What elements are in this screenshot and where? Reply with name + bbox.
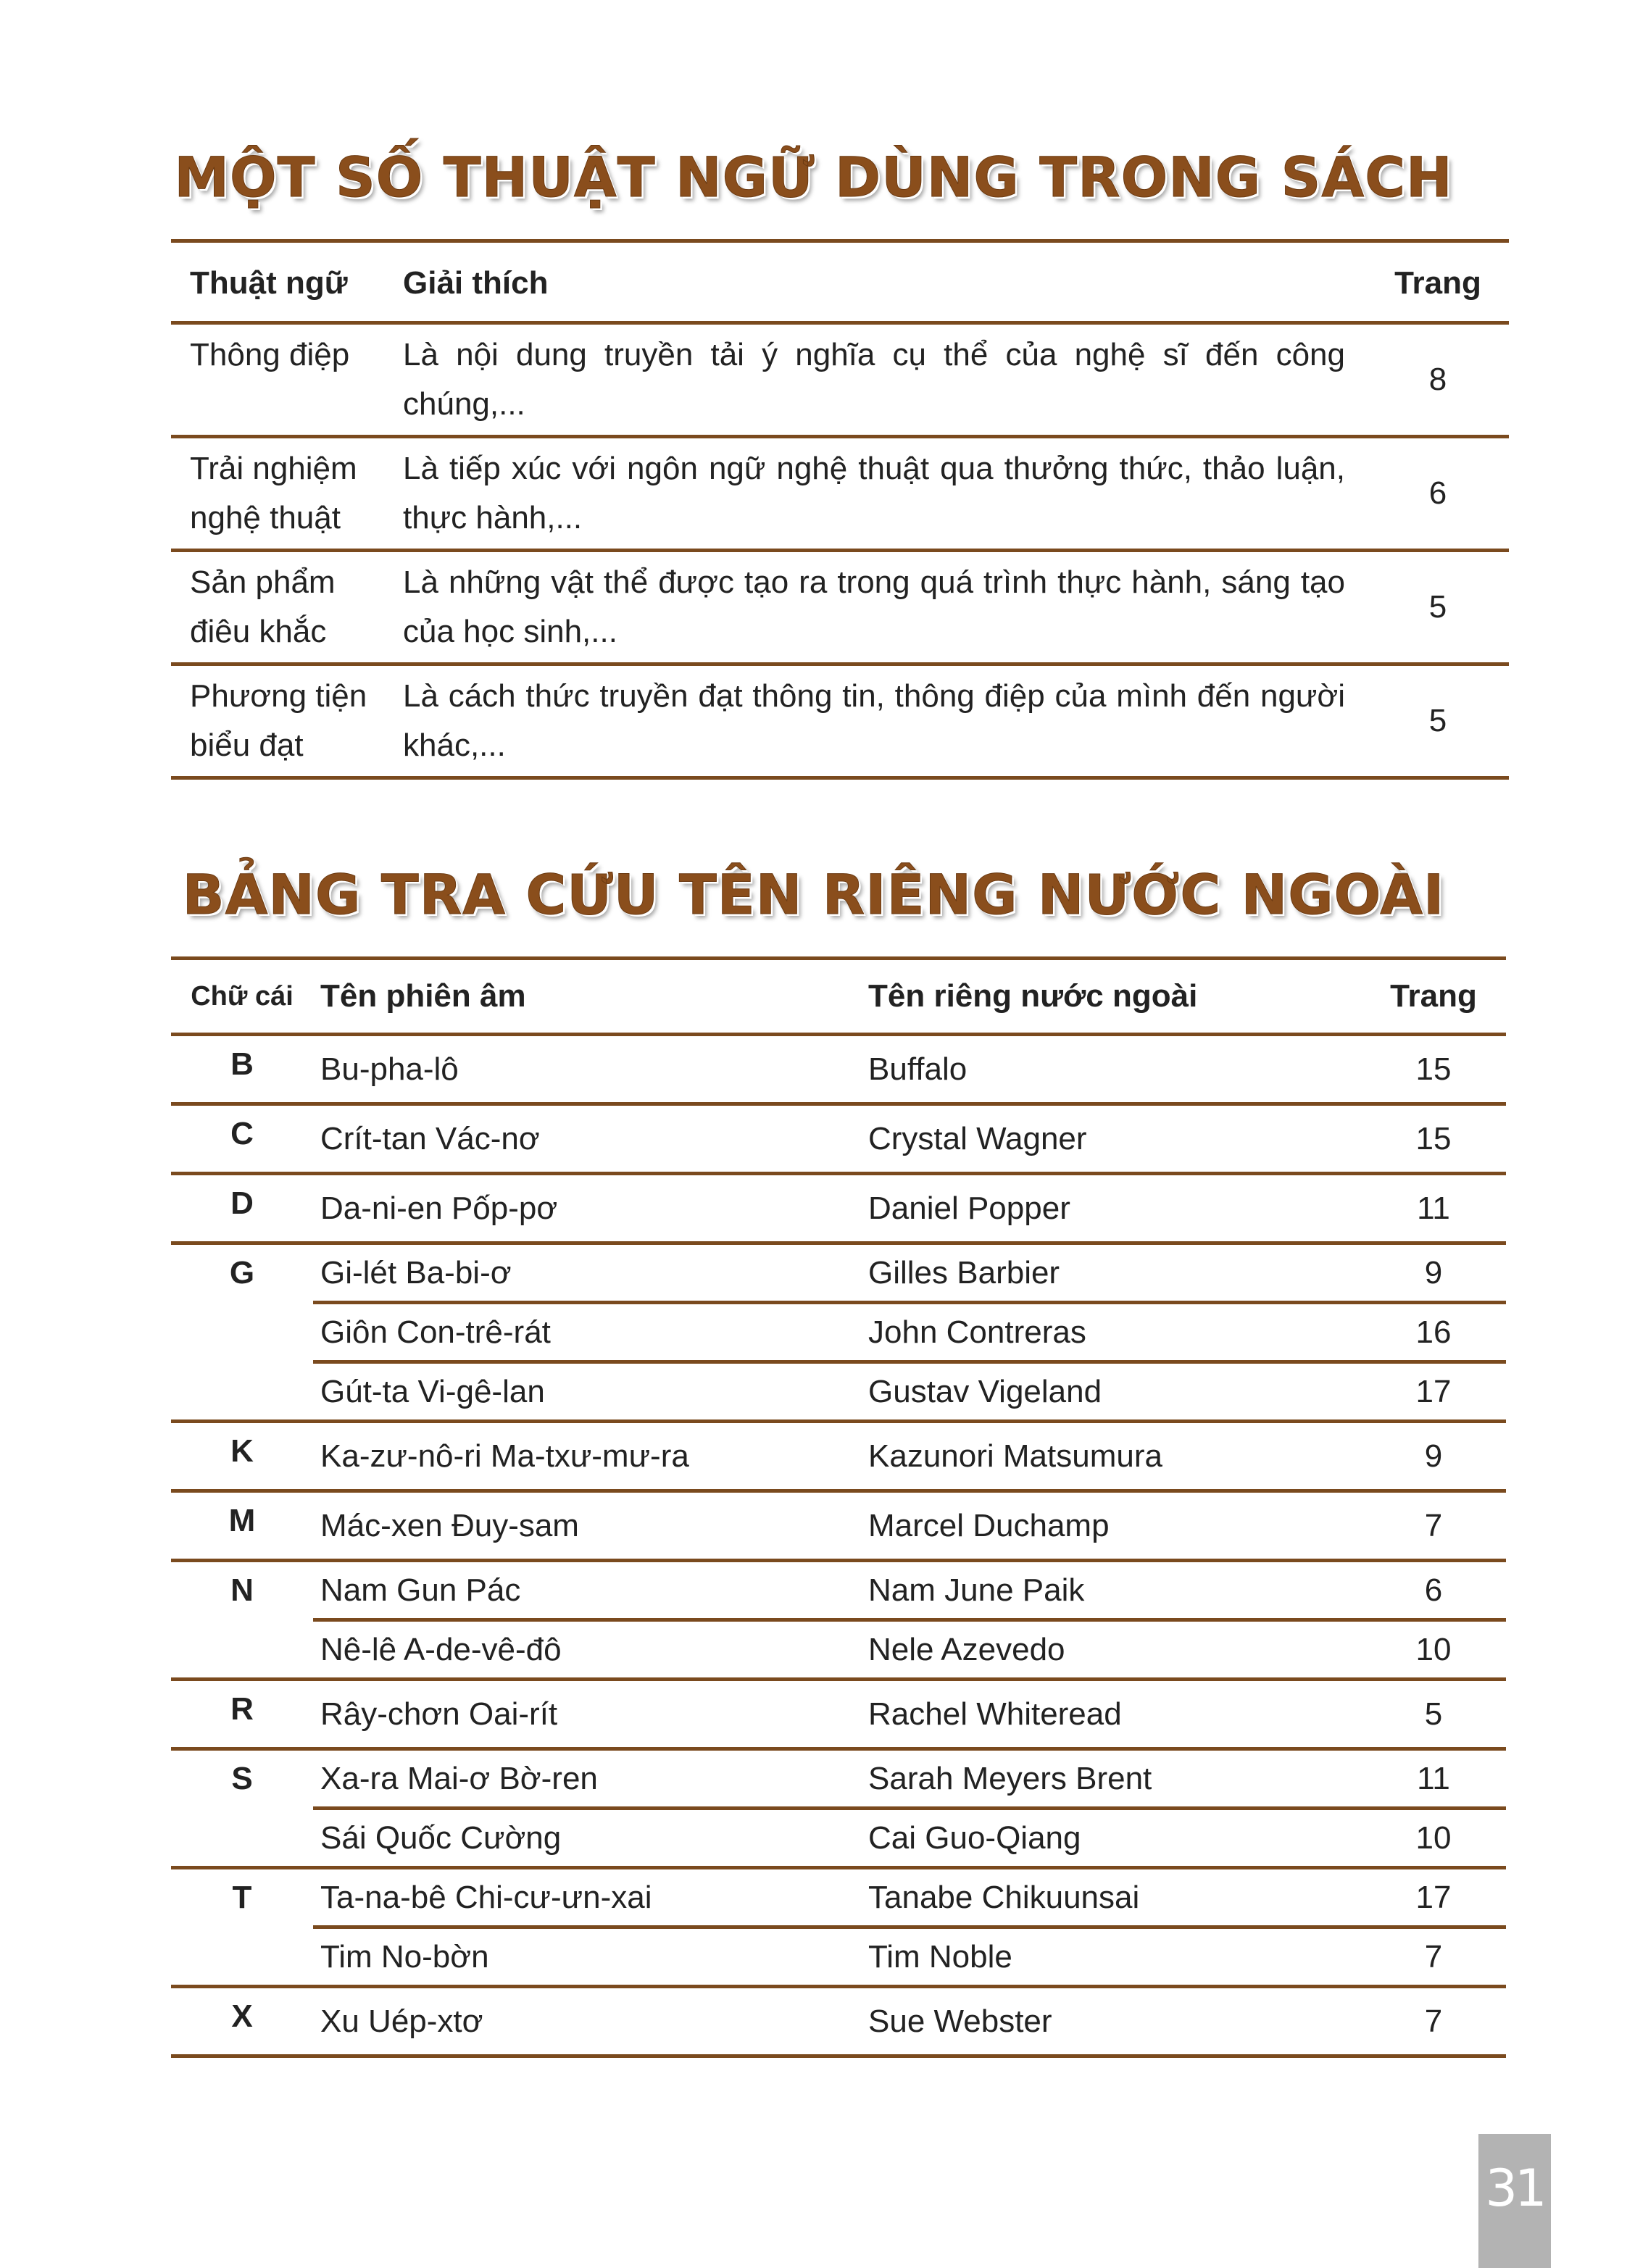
phonetic-cell: Giôn Con-trê-rát [313, 1303, 868, 1362]
header-phonetic: Tên phiên âm [320, 978, 526, 1014]
foreign-cell: Sue Webster [868, 1987, 1361, 2056]
glossary-page: 5 [1428, 589, 1447, 625]
names-row [171, 1422, 1506, 1491]
phonetic-cell: Gút-ta Vi-gê-lan [313, 1362, 868, 1422]
phonetic-cell: Mác-xen Đuy-sam [313, 1491, 868, 1561]
phonetic-cell: Gi-lét Ba-bi-ơ [313, 1243, 868, 1303]
glossary-explanation: Là tiếp xúc với ngôn ngữ nghệ thuật qua thưởng thức, thảo luận, thực hành,... [403, 451, 1345, 535]
foreign-cell: Rachel Whiteread [868, 1680, 1361, 1749]
names-row [171, 1174, 1506, 1243]
letter-cell: R [171, 1680, 313, 1749]
page-cell: 16 [1361, 1303, 1506, 1362]
foreign-cell: Nele Azevedo [868, 1620, 1361, 1680]
glossary-title: MỘT SỐ THUẬT NGỮ DÙNG TRONG SÁCH [174, 145, 1453, 209]
letter-cell: N [171, 1561, 313, 1680]
page-cell: 7 [1361, 1927, 1506, 1987]
foreign-cell: Kazunori Matsumura [868, 1422, 1361, 1491]
glossary-row [171, 664, 1509, 778]
foreign-cell: John Contreras [868, 1303, 1361, 1362]
glossary-explanation: Là cách thức truyền đạt thông tin, thông điệp của mình đến người khác,... [403, 678, 1345, 763]
letter-cell: X [171, 1987, 313, 2056]
glossary-page: 6 [1428, 475, 1447, 511]
page-cell: 9 [1361, 1422, 1506, 1491]
phonetic-cell: Nê-lê A-de-vê-đô [313, 1620, 868, 1680]
page-cell: 15 [1361, 1104, 1506, 1174]
phonetic-cell: Xa-ra Mai-ơ Bờ-ren [313, 1749, 868, 1809]
page-cell: 10 [1361, 1620, 1506, 1680]
foreign-cell: Tanabe Chikuunsai [868, 1868, 1361, 1927]
glossary-table [171, 239, 1509, 780]
glossary-row [171, 437, 1509, 551]
glossary-row [171, 323, 1509, 437]
header-term: Thuật ngữ [190, 265, 348, 301]
letter-cell: T [171, 1868, 313, 1987]
phonetic-cell: Sái Quốc Cường [313, 1809, 868, 1868]
phonetic-cell: Nam Gun Pác [313, 1561, 868, 1620]
names-row [171, 1927, 1506, 1987]
foreign-cell: Tim Noble [868, 1927, 1361, 1987]
names-row [171, 1809, 1506, 1868]
letter-cell: B [171, 1035, 313, 1104]
foreign-cell: Buffalo [868, 1035, 1361, 1104]
foreign-cell: Nam June Paik [868, 1561, 1361, 1620]
letter-cell: S [171, 1749, 313, 1868]
names-row [171, 1749, 1506, 1809]
page-cell: 9 [1361, 1243, 1506, 1303]
names-row [171, 1987, 1506, 2056]
page-cell: 5 [1361, 1680, 1506, 1749]
names-row [171, 1680, 1506, 1749]
glossary-term: Trải nghiệm nghệ thuật [190, 451, 357, 535]
phonetic-cell: Ta-na-bê Chi-cư-ưn-xai [313, 1868, 868, 1927]
header-page: Trang [1390, 978, 1477, 1014]
glossary-row [171, 551, 1509, 664]
glossary-term: Phương tiện biểu đạt [190, 678, 367, 763]
names-row [171, 1243, 1506, 1303]
page-cell: 17 [1361, 1868, 1506, 1927]
foreign-cell: Sarah Meyers Brent [868, 1749, 1361, 1809]
glossary-header-row [171, 241, 1509, 323]
names-row [171, 1303, 1506, 1362]
foreign-cell: Cai Guo-Qiang [868, 1809, 1361, 1868]
foreign-cell: Marcel Duchamp [868, 1491, 1361, 1561]
phonetic-cell: Rây-chơn Oai-rít [313, 1680, 868, 1749]
page-cell: 7 [1361, 1491, 1506, 1561]
page-cell: 10 [1361, 1809, 1506, 1868]
names-header-row [171, 959, 1506, 1035]
names-row [171, 1620, 1506, 1680]
names-title: BẢNG TRA CỨU TÊN RIÊNG NƯỚC NGOÀI [182, 862, 1445, 927]
foreign-cell: Daniel Popper [868, 1174, 1361, 1243]
phonetic-cell: Ka-zư-nô-ri Ma-txư-mư-ra [313, 1422, 868, 1491]
names-row [171, 1491, 1506, 1561]
phonetic-cell: Da-ni-en Pốp-pơ [313, 1174, 868, 1243]
phonetic-cell: Xu Uép-xtơ [313, 1987, 868, 2056]
foreign-cell: Gilles Barbier [868, 1243, 1361, 1303]
letter-cell: M [171, 1491, 313, 1561]
glossary-page: 5 [1428, 703, 1447, 738]
names-table [171, 956, 1506, 2058]
page-cell: 6 [1361, 1561, 1506, 1620]
names-row [171, 1035, 1506, 1104]
page-cell: 11 [1361, 1749, 1506, 1809]
header-page: Trang [1394, 265, 1481, 301]
names-row [171, 1561, 1506, 1620]
letter-cell: C [171, 1104, 313, 1174]
glossary-page: 8 [1428, 362, 1447, 397]
header-explanation: Giải thích [403, 265, 549, 301]
foreign-cell: Gustav Vigeland [868, 1362, 1361, 1422]
glossary-explanation: Là nội dung truyền tải ý nghĩa cụ thể của nghệ sĩ đến công chúng,... [403, 337, 1345, 422]
names-row [171, 1362, 1506, 1422]
glossary-explanation: Là những vật thể được tạo ra trong quá trình thực hành, sáng tạo của học sinh,... [403, 564, 1345, 649]
phonetic-cell: Crít-tan Vác-nơ [313, 1104, 868, 1174]
letter-cell: K [171, 1422, 313, 1491]
header-letter: Chữ cái [191, 980, 294, 1012]
names-row [171, 1868, 1506, 1927]
page-cell: 15 [1361, 1035, 1506, 1104]
phonetic-cell: Tim No-bờn [313, 1927, 868, 1987]
page-cell: 17 [1361, 1362, 1506, 1422]
page-cell: 11 [1361, 1174, 1506, 1243]
page-cell: 7 [1361, 1987, 1506, 2056]
glossary-term: Thông điệp [190, 337, 350, 372]
phonetic-cell: Bu-pha-lô [313, 1035, 868, 1104]
letter-cell: G [171, 1243, 313, 1422]
glossary-term: Sản phẩm điêu khắc [190, 564, 336, 649]
letter-cell: D [171, 1174, 313, 1243]
foreign-cell: Crystal Wagner [868, 1104, 1361, 1174]
header-foreign: Tên riêng nước ngoài [868, 978, 1198, 1014]
names-row [171, 1104, 1506, 1174]
page-number: 31 [1478, 2134, 1551, 2268]
